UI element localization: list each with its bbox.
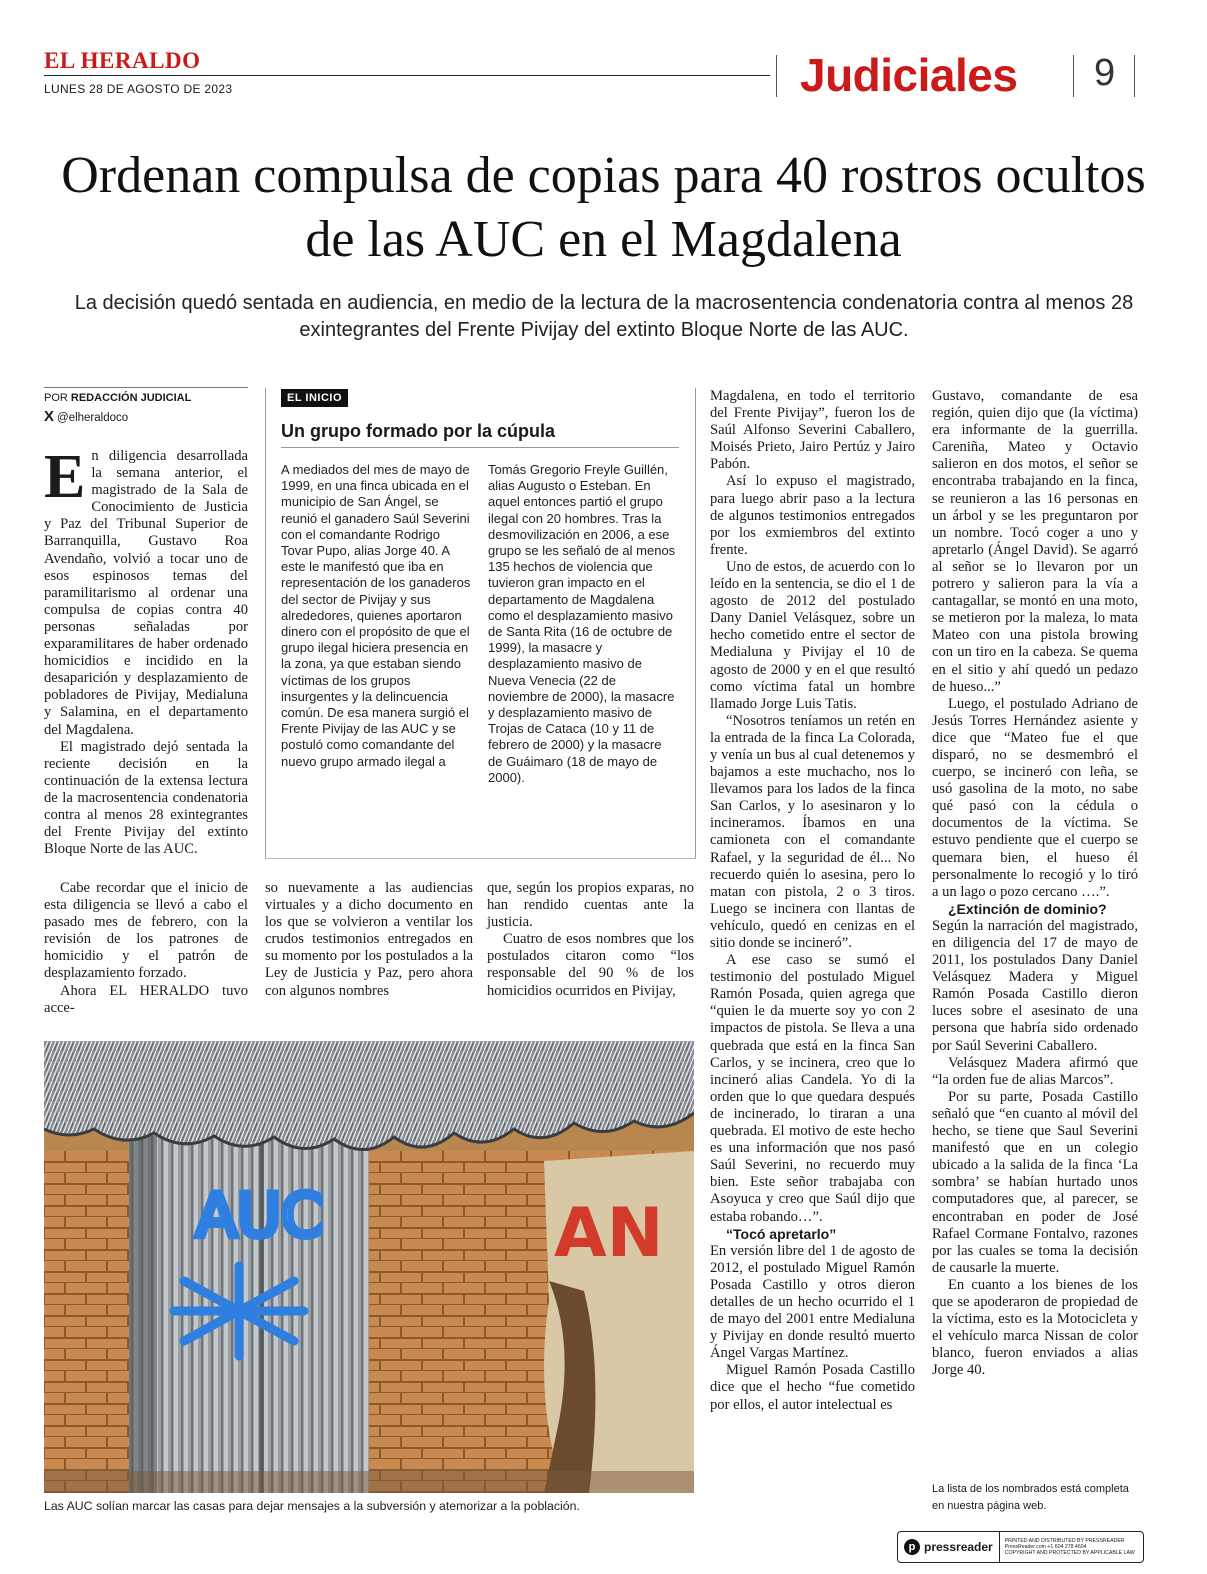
paragraph: “Nosotros teníamos un retén en la entrada de la finca La Colorada, y venía un bus al cual detenemos y bajamos a este muchacho, nos lo llevamos para los lados de la finca San Carlos, y lo asesinaron y lo incineramos. Íbamos en una camioneta con el comandante Rafael, y la seguridad de él... No recuerdo quién lo asesina, pero lo matan con pistola, 2 o 3 tiros. Luego se incinera con llantas de vehículo, quedó en cenizas en el sitio donde se incineró”. [710,712,915,951]
article-column-2 [265,880,473,1000]
pressreader-line: PressReader.com +1 604 278 4604 [1004,1543,1087,1550]
byline-author: REDACCIÓN JUDICIAL [70,392,192,404]
pressreader-logo [898,1532,1000,1562]
subheading: ¿Extinción de dominio? [948,900,1107,917]
sidebar-column-1: A mediados del mes de mayo de 1999, en una finca ubicada en el municipio de San Ángel, se reunió el ganadero Saúl Severini con el comandante Rodrigo Tovar Pupo, alias Jorge 40. A este le manifestó que iba en representación de los ganaderos del sector de Pivijay y sus alrededores, quienes aportaron dinero con el propósito de que el grupo ilegal hiciera presencia en la zona, ya que estaban siendo víctimas de los grupos insurgentes y la delincuencia común. De esa manera surgió el Frente Pivijay de las AUC y se postuló como comandante del nuevo grupo armado ilegal a [281,462,471,769]
pressreader-name: pressreader [924,1540,993,1554]
byline-prefix: POR [44,392,68,404]
section-title: Judiciales [800,49,1018,101]
issue-date: LUNES 28 DE AGOSTO DE 2023 [44,82,233,96]
paragraph: n diligencia desarrollada la semana anterior, el magistrado de la Sala de Conocimiento de Justicia y Paz del Tribunal Superior de Barranquilla, Gustavo Roa Avendaño, volvió a tocar uno de esos espinosos temas del paramilitarismo al ordenar una compulsa de copias contra 40 personas señaladas por exparamilitares de haber ordenado homicidios e incidido en la desaparición y desplazamiento de pobladores de Pivijay, Medialuna y Salamina, en el departamento del Magdalena. [44,448,248,738]
pressreader-icon: p [904,1539,920,1555]
paragraph: A ese caso se sumó el testimonio del postulado Miguel Ramón Posada, quien agrega que “quien le da muerte soy yo con 2 impactos de pistola. Se lleva a una quebrada que está en la finca San Carlos, y se incinera, creo que lo incineró alias Candela. Yo di la orden que lo que quedara después de incinerado, lo tiraran a una quebrada. El motivo de este hecho es una información que nos pasó Saúl Severini, no recuerdo muy bien. Este señor trabajaba con Asoyuca y creo que Saúl dijo que estaba robando…”. [710,952,915,1225]
page-number: 9 [1094,52,1116,94]
paragraph: Cabe recordar que el inicio de esta diligencia se llevó a cabo el pasado mes de febrero, con la revisión de los patrones de homicidio y el patrón de desplazamiento forzado. [44,880,248,982]
paragraph: Ahora EL HERALDO tuvo acce- [44,982,248,1016]
paragraph: so nuevamente a las audiencias virtuales y a dicho documento en los que se volvieron a ventilar los crudos testimonios entregados en su momento por los postulados a la Ley de Justicia y Paz, pero ahora con algunos nombres [265,880,473,999]
paragraph: Velásquez Madera afirmó que “la orden fue de alias Marcos”. [932,1054,1138,1088]
sidebar-title: Un grupo formado por la cúpula [281,421,555,441]
paragraph: Miguel Ramón Posada Castillo dice que el hecho “fue cometido por ellos, el autor intelectual es [710,1362,915,1413]
web-note: La lista de los nombrados está completa en nuestra página web. [932,1483,1129,1512]
pressreader-info [1000,1538,1135,1557]
sidebar-tag: EL INICIO [281,389,348,407]
paragraph: Uno de estos, de acuerdo con lo leído en la sentencia, se dio el 1 de agosto de 2012 del postulado Dany Daniel Velásquez, sobre un hecho cometido entre el sector de Medialuna y Pivijay el 10 de agosto de 2000 y en el que resultó como víctima fatal un hombre llamado Jorge Luis Tatis. [710,558,915,712]
sidebar-bottom-rule [265,858,696,859]
paragraph: que, según los propios exparas, no han rendido cuentas ante la justicia. [487,880,694,931]
paragraph: Cuatro de esos nombres que los postulados citaron como “los responsable del 90 % de los homicidios ocurridos en Pivijay, [487,931,694,999]
sidebar-title-rule [281,447,679,448]
pressreader-badge [897,1531,1144,1563]
paragraph: Según la narración del magistrado, en diligencia del 17 de mayo de 2011, los postulados Dany Daniel Velásquez Madera y Miguel Ramón Posada Castillo dieron luces sobre el asesinato de una persona que habría sido ordenado por Saúl Severini Caballero. [932,917,1138,1054]
section-divider [776,55,777,97]
pressreader-line: PRINTED AND DISTRIBUTED BY PRESSREADER [1004,1537,1125,1544]
drop-cap: E [44,443,86,511]
article-deck: La decisión quedó sentada en audiencia, en medio de la lectura de la macrosentencia condenatoria contra al menos 28 exintegrantes del Frente Pivijay del extinto Bloque Norte de las AUC. [74,292,1134,341]
paragraph: Gustavo, comandante de esa región, quien dijo que (la víctima) era informante de la guerrilla. Careniña, Mateo y Octavio salieron en dos motos, el señor se encontraba trabajando en la finca, se reunieron a las 16 personas en un árbol y se les preguntaron por un nombre. Tocó coger a uno y apretarlo (Ángel David). Se agarró al señor se lo llevaron por un potrero y salieron para la vía a cantagallar, se montó en una moto, se metieron por la maleza, lo mata Mateo con una pistola browing con un tiro en la cabeza. Se quema en el sitio y ahí quedó un pedazo de hueso...” [932,388,1138,695]
handle-text: @elheraldoco [57,412,129,424]
article-column-5 [932,388,1138,1379]
masthead-rule [44,75,770,76]
paragraph: Magdalena, en todo el territorio del Frente Pivijay”, fueron los de Saúl Alfonso Severini Caballero, Moisés Prieto, Jairo Pertúz y Jairo Pabón. [710,388,915,473]
paragraph: Así lo expuso el magistrado, para luego abrir paso a la lectura de algunos testimonios entregados por los exmiembros del extinto frente. [710,473,915,558]
sidebar-column-2: Tomás Gregorio Freyle Guillén, alias Augusto o Esteban. En aquel entonces partió el grupo ilegal con 20 hombres. Tras la desmovilización en 2006, a ese grupo se les señaló de al menos 135 hechos de violencia que tuvieron gran impacto en el departamento de Magdalena como el desplazamiento masivo de Santa Rita (16 de octubre de 1999), la masacre y desplazamiento masivo de Nueva Venecia (22 de noviembre de 2000), la masacre y desplazamiento masivo de Trojas de Cataca (10 y 11 de febrero de 2000) y la masacre de Guáimaro (18 de mayo de 2000). [488,462,676,785]
paragraph: El magistrado dejó sentada la reciente decisión en la continuación de la extensa lectura de la macrosentencia condenatoria contra al menos 28 exintegrantes del Frente Pivijay del extinto Bloque Norte de las AUC. [44,738,248,858]
paragraph: Luego, el postulado Adriano de Jesús Torres Hernández asiente y dice que “Mateo fue el que disparó, no se desmembró el cuerpo, se incineró con leña, se usó gasolina de la moto, no sabe qué pasó con la cédula o documentos de la víctima. Se estuvo pendiente que el cuerpo se quemara bien, el hueso él personalmente lo recogió y lo tiró a un lago o pozo cercano ….”. [932,695,1138,900]
subheading: “Tocó apretarlo” [726,1225,837,1242]
graffiti-auc: AUC [196,1181,323,1251]
paragraph: En cuanto a los bienes de los que se apoderaron de propiedad de la víctima, esto es la Motocicleta y el vehículo marca Nissan de color blanco, fueron enviados a alias Jorge 40. [932,1276,1138,1379]
x-logo-icon: X [44,408,55,425]
article-column-1-cont [44,880,248,1017]
paragraph: En versión libre del 1 de agosto de 2012, el postulado Miguel Ramón Posada Castillo y otros dieron detalles de un hecho ocurrido el 1 de mayo del 2001 entre Medialuna y Pivijay en donde resultó muerto Ángel Vargas Martínez. [710,1242,915,1362]
article-column-1 [44,443,248,858]
pressreader-line: COPYRIGHT AND PROTECTED BY APPLICABLE LAW [1004,1550,1135,1557]
section-divider [1134,55,1135,97]
newspaper-logo: EL HERALDO [44,48,201,73]
article-column-4 [710,388,915,1414]
sidebar-rule-left [265,388,266,858]
sidebar-rule-right [695,388,696,858]
social-handle [44,408,128,425]
article-photo [44,1041,694,1493]
paragraph: Por su parte, Posada Castillo señaló que “en cuanto al móvil del hecho, se tiene que Saul Severini manifestó que en un colegio ubicado a la salida de la finca ‘La sombra’ se habían hurtado unos computadores que, al parecer, se encontraban en poder de José Rafael Cormane Fontalvo, razones por las cuales se toma la decisión de causarle la muerte. [932,1088,1138,1276]
article-headline: Ordenan compulsa de copias para 40 rostros ocultos de las AUC en el Magdalena [61,147,1146,268]
article-column-3 [487,880,694,1000]
photo-illustration [44,1041,694,1493]
graffiti-an: AN [554,1194,664,1273]
byline [44,392,191,404]
section-divider [1073,55,1074,97]
photo-caption: Las AUC solían marcar las casas para dejar mensajes a la subversión y atemorizar a la población. [44,1499,580,1513]
byline-rule [44,387,248,388]
